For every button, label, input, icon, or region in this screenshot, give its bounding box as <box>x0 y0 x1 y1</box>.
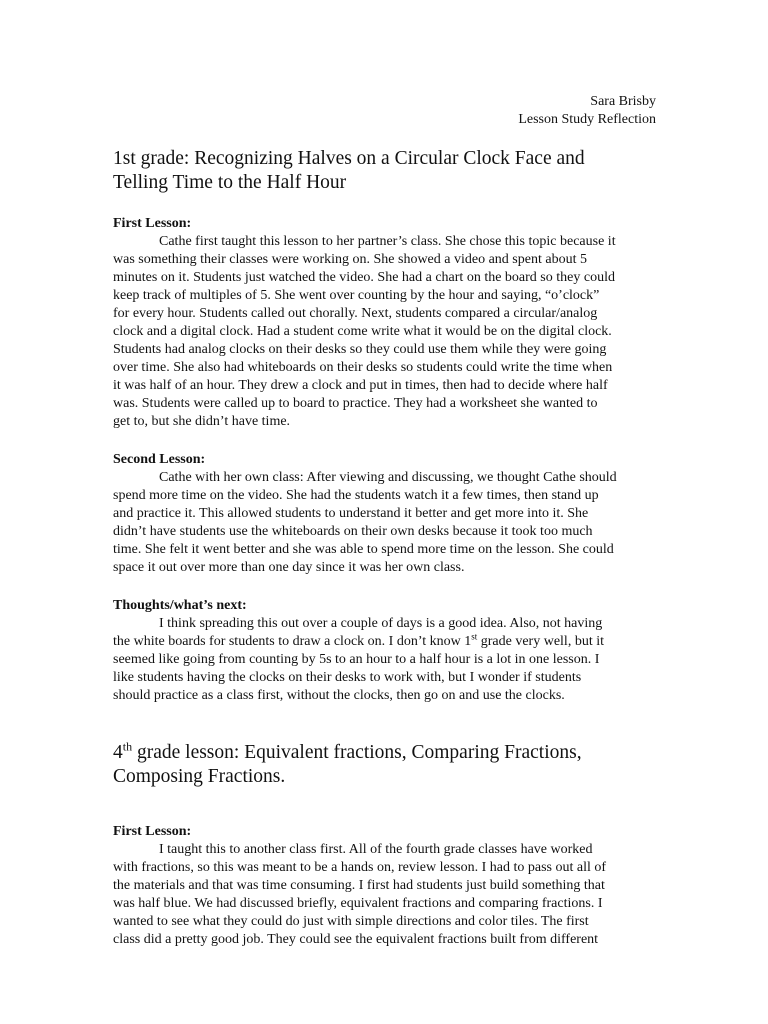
section-1-second-lesson-heading: Second Lesson: <box>113 452 206 467</box>
thoughts-superscript: st <box>471 631 478 642</box>
section-2-first-lesson-text: I taught this to another class first. All of the fourth grade classes have worked with fractions, so this was meant to be a hands on, review lesson. I had to pass out all of the materials and that was time consuming. I first had students just build something that was half blue. We had discussed briefly, equivalent fractions and comparing fractions. I wanted to see what they could do just with simple directions and color tiles. The first class did a pretty good job. They could see the equivalent fractions built from different <box>113 842 607 947</box>
section-2-title-part-b: grade lesson: Equivalent fractions, Comparing Fractions, Composing Fractions. <box>113 742 582 787</box>
section-1-thoughts-heading: Thoughts/what’s next: <box>113 598 247 613</box>
thoughts-text-part-a: I think spreading this out over a couple of days is a good idea. Also, not having the white boards for students to draw a clock on. I don’t know 1 <box>113 616 603 649</box>
section-1-first-lesson-heading: First Lesson: <box>113 216 192 231</box>
section-1-second-lesson-text: Cathe with her own class: After viewing and discussing, we thought Cathe should spend more time on the video. She had the students watch it a few times, then stand up and practice it. This allowed students to understand it better and get more into it. She didn’t have students use the whiteboards on their own desks because it took too much time. She felt it went better and she was able to spend more time on the lesson. She could space it out over more than one day since it was her own class. <box>113 470 617 575</box>
document-header <box>518 93 656 129</box>
document-subtitle: Lesson Study Reflection <box>518 112 656 127</box>
section-2-title-part-a: 4 <box>113 742 123 763</box>
section-2-title-superscript: th <box>122 739 133 754</box>
section-1-first-lesson-text: Cathe first taught this lesson to her partner’s class. She chose this topic because it was something their classes were working on. She showed a video and spent about 5 minutes on it. Students just watched the video. She had a chart on the board so they could keep track of multiples of 5. She went over counting by the hour and saying, “o’clock” for every hour. Students called out chorally. Next, students compared a circular/analog clock and a digital clock. Had a student come write what it would be on the digital clock. Students had analog clocks on their desks so they could use them while they were going over time. She also had whiteboards on their desks so students could write the time when it was half of an hour. They drew a clock and put in times, then had to decide where half was. Students were called up to board to practice. They had a worksheet she wanted to get to, but she didn’t have time. <box>113 234 616 429</box>
thoughts-text-part-b: grade very well, but it seemed like going from counting by 5s to an hour to a half hour is a lot in one lesson. I like students having the clocks on their desks to work with, but I wonder if students should practice as a class first, without the clocks, then go on and use the clocks. <box>113 634 604 703</box>
document-body <box>113 147 656 949</box>
section-2-title <box>113 741 656 789</box>
author-name: Sara Brisby <box>590 94 656 109</box>
section-1-title: 1st grade: Recognizing Halves on a Circular Clock Face and Telling Time to the Half Hour <box>113 148 585 193</box>
section-1-thoughts-text <box>113 615 656 705</box>
section-2-first-lesson-heading: First Lesson: <box>113 824 192 839</box>
